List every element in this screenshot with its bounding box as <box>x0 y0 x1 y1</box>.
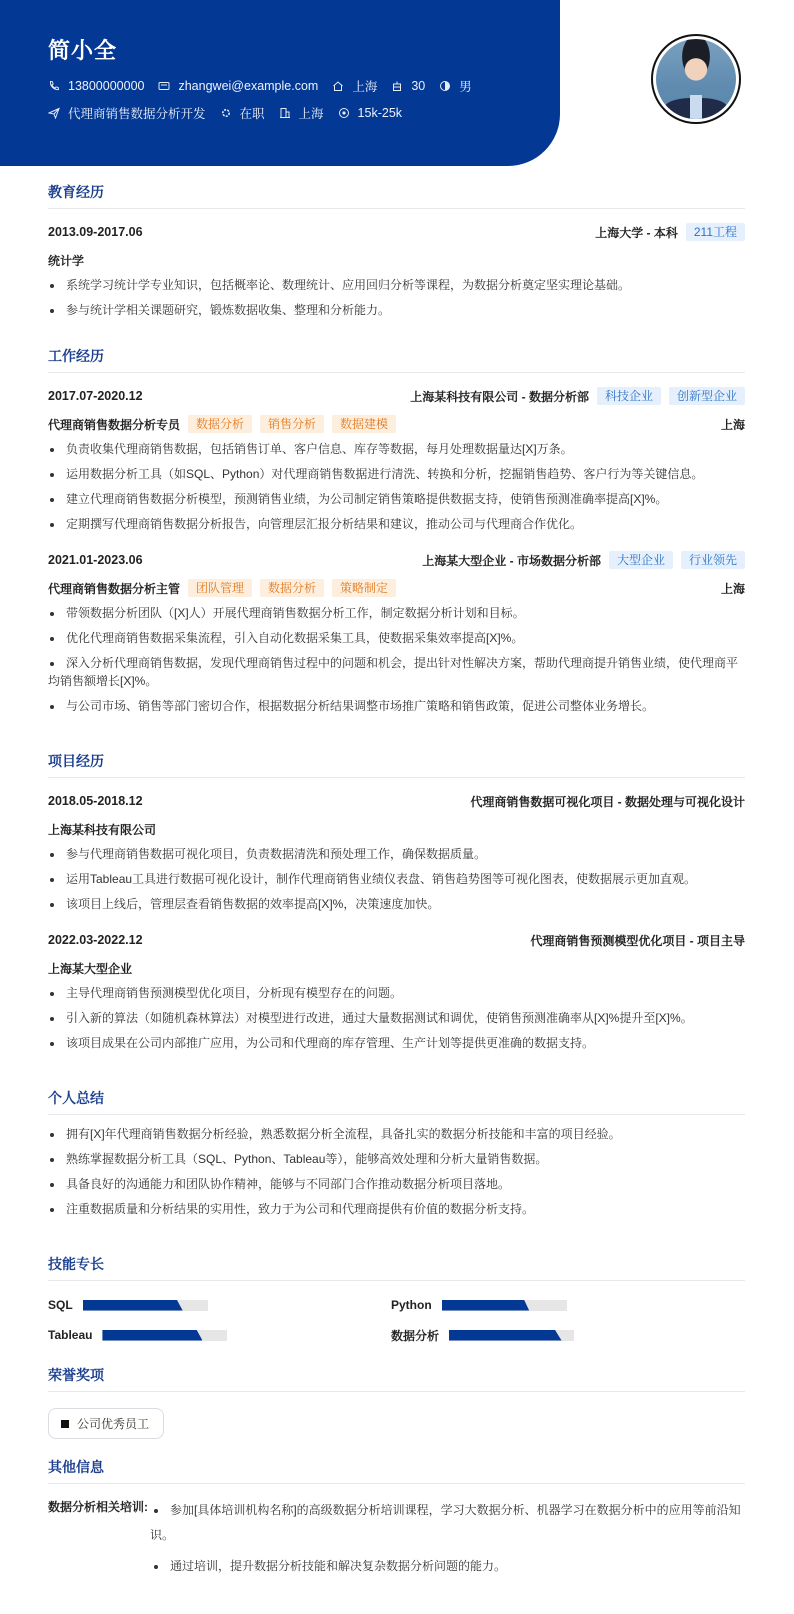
skill-bar <box>102 1330 227 1341</box>
list-item: 定期撰写代理商销售数据分析报告，向管理层汇报分析结果和建议，推动公司与代理商合作优化。 <box>48 515 745 533</box>
summary-bullets <box>48 1125 745 1218</box>
skill-tag: 数据分析 <box>188 415 252 433</box>
list-item: 该项目成果在公司内部推广应用，为公司和代理商的库存管理、生产计划等提供更准确的数据支持。 <box>48 1034 745 1052</box>
work-section <box>48 346 745 715</box>
entry-date: 2013.09-2017.06 <box>48 225 143 239</box>
age-text: 30 <box>411 79 426 93</box>
status-icon <box>220 107 232 119</box>
phone-item <box>48 79 144 93</box>
skill-name: 数据分析 <box>391 1328 440 1343</box>
list-item: 通过培训，提升数据分析技能和解决复杂数据分析问题的能力。 <box>150 1554 744 1579</box>
email-text: zhangwei@example.com <box>178 79 319 93</box>
entry-date: 2018.05-2018.12 <box>48 794 143 808</box>
training-bullets <box>150 1498 744 1579</box>
job-role: 代理商销售数据分析专员 <box>48 417 181 432</box>
list-item: 优化代理商销售数据采集流程，引入自动化数据采集工具，使数据采集效率提高[X]%。 <box>48 629 745 647</box>
company-name: 上海某大型企业 - 市场数据分析部 <box>422 553 601 568</box>
project-company-row <box>48 820 745 838</box>
skill-tag: 策略制定 <box>332 579 396 597</box>
skill-item <box>48 1327 391 1343</box>
gender-text: 男 <box>459 80 472 94</box>
training-row <box>48 1498 745 1579</box>
list-item: 运用数据分析工具（如SQL、Python）对代理商销售数据进行清洗、转换和分析，挖掘销售趋势、客户行为等关键信息。 <box>48 465 745 483</box>
skill-tag: 销售分析 <box>260 415 324 433</box>
resume-header <box>0 0 560 166</box>
role-row <box>48 415 745 433</box>
job-location: 上海 <box>720 581 745 596</box>
mail-icon <box>158 80 170 92</box>
section-title: 项目经历 <box>48 751 745 778</box>
company-tag: 科技企业 <box>597 387 661 405</box>
section-title: 技能专长 <box>48 1254 745 1281</box>
resume-body <box>48 182 745 1579</box>
list-item: 参与代理商销售数据可视化项目，负责数据清洗和预处理工作，确保数据质量。 <box>48 845 745 863</box>
target-city-item <box>279 104 324 122</box>
phone-text: 13800000000 <box>68 79 145 93</box>
age-icon <box>391 80 403 92</box>
skill-tag: 团队管理 <box>188 579 252 597</box>
entry-date: 2022.03-2022.12 <box>48 933 143 947</box>
entry-date: 2021.01-2023.06 <box>48 553 143 567</box>
other-section <box>48 1457 745 1579</box>
entry-date: 2017.07-2020.12 <box>48 389 143 403</box>
training-label: 数据分析相关培训: <box>48 1500 148 1514</box>
skill-bar <box>449 1330 574 1341</box>
skill-bar <box>83 1300 208 1311</box>
project-company: 上海某科技有限公司 <box>48 822 157 837</box>
target-job-item <box>48 104 206 122</box>
target-job-text: 代理商销售数据分析开发 <box>68 107 206 121</box>
skill-item <box>48 1297 391 1313</box>
project-company-row <box>48 959 745 977</box>
project-company: 上海某大型企业 <box>48 961 133 976</box>
education-section <box>48 182 745 319</box>
summary-section <box>48 1088 745 1218</box>
job-row <box>48 105 560 121</box>
salary-icon <box>338 107 350 119</box>
list-item: 建立代理商销售数据分析模型，预测销售业绩，为公司制定销售策略提供数据支持，使销售预测准确率提高[X]%。 <box>48 490 745 508</box>
skill-fill <box>102 1330 202 1341</box>
education-bullets <box>48 276 745 319</box>
avatar-photo <box>656 39 736 119</box>
award-label: 公司优秀员工 <box>77 1417 150 1431</box>
role-row <box>48 579 745 597</box>
skill-tag: 数据建模 <box>332 415 396 433</box>
home-text: 上海 <box>352 80 378 94</box>
send-icon <box>48 107 60 119</box>
list-item: 与公司市场、销售等部门密切合作，根据数据分析结果调整市场推广策略和销售政策，促进公司整体业务增长。 <box>48 697 745 715</box>
work-bullets <box>48 440 745 533</box>
age-item <box>391 79 425 93</box>
building-icon <box>279 107 291 119</box>
candidate-name: 简小全 <box>48 38 118 63</box>
list-item: 参与统计学相关课题研究，锻炼数据收集、整理和分析能力。 <box>48 301 745 319</box>
school-name: 上海大学 - 本科 <box>595 225 678 240</box>
list-item: 熟练掌握数据分析工具（SQL、Python、Tableau等），能够高效处理和分析大量销售数据。 <box>48 1150 745 1168</box>
company-tag: 行业领先 <box>681 551 745 569</box>
job-status-text: 在职 <box>239 107 265 121</box>
email-item <box>158 79 318 93</box>
company-tag: 大型企业 <box>609 551 673 569</box>
job-location: 上海 <box>720 417 745 432</box>
gender-icon <box>439 80 451 92</box>
target-city-text: 上海 <box>298 107 324 121</box>
skills-grid <box>48 1297 745 1343</box>
list-item: 主导代理商销售预测模型优化项目，分析现有模型存在的问题。 <box>48 984 745 1002</box>
skill-name: Tableau <box>48 1328 93 1342</box>
skill-tag: 数据分析 <box>260 579 324 597</box>
salary-text: 15k-25k <box>357 106 403 120</box>
education-entry-head <box>48 222 745 242</box>
job-status-item <box>220 104 265 122</box>
company-name: 上海某科技有限公司 - 数据分析部 <box>410 389 589 404</box>
school-tag: 211工程 <box>686 223 745 241</box>
major: 统计学 <box>48 253 85 268</box>
award-badge <box>48 1408 164 1439</box>
list-item: 负责收集代理商销售数据，包括销售订单、客户信息、库存等数据，每月处理数据量达[X]万条。 <box>48 440 745 458</box>
skill-fill <box>449 1330 562 1341</box>
skill-name: SQL <box>48 1298 73 1312</box>
home-icon <box>332 80 344 92</box>
list-item: 深入分析代理商销售数据，发现代理商销售过程中的问题和机会，提出针对性解决方案，帮助代理商提升销售业绩，使代理商平均销售额增长[X]%。 <box>48 654 745 690</box>
project-bullets <box>48 845 745 913</box>
skill-bar <box>442 1300 567 1311</box>
phone-icon <box>48 80 60 92</box>
skills-section <box>48 1254 745 1343</box>
work-bullets <box>48 604 745 715</box>
home-item <box>332 77 377 95</box>
project-bullets <box>48 984 745 1052</box>
list-item: 该项目上线后，管理层查看销售数据的效率提高[X]%，决策速度加快。 <box>48 895 745 913</box>
skill-item <box>391 1297 734 1313</box>
skill-fill <box>442 1300 530 1311</box>
awards-section <box>48 1365 745 1439</box>
section-title: 其他信息 <box>48 1457 745 1484</box>
work-entry-head <box>48 386 745 406</box>
list-item: 引入新的算法（如随机森林算法）对模型进行改进，通过大量数据测试和调优，使销售预测准确率从[X]%提升至[X]%。 <box>48 1009 745 1027</box>
project-entry-head <box>48 930 745 950</box>
project-name: 代理商销售数据可视化项目 - 数据处理与可视化设计 <box>470 794 745 809</box>
job-role: 代理商销售数据分析主管 <box>48 581 181 596</box>
work-entry-head <box>48 550 745 570</box>
salary-item <box>338 106 402 120</box>
contact-row <box>48 78 560 94</box>
gender-item <box>439 77 472 95</box>
project-name: 代理商销售预测模型优化项目 - 项目主导 <box>530 933 745 948</box>
list-item: 参加[具体培训机构名称]的高级数据分析培训课程，学习大数据分析、机器学习在数据分析中的应用等前沿知识。 <box>150 1498 744 1548</box>
avatar <box>651 34 741 124</box>
skill-fill <box>83 1300 183 1311</box>
list-item: 系统学习统计学专业知识，包括概率论、数理统计、应用回归分析等课程，为数据分析奠定坚实理论基础。 <box>48 276 745 294</box>
projects-section <box>48 751 745 1052</box>
list-item: 注重数据质量和分析结果的实用性，致力于为公司和代理商提供有价值的数据分析支持。 <box>48 1200 745 1218</box>
square-bullet-icon <box>61 1420 69 1428</box>
skill-name: Python <box>391 1298 432 1312</box>
list-item: 运用Tableau工具进行数据可视化设计，制作代理商销售业绩仪表盘、销售趋势图等可视化图表，使数据展示更加直观。 <box>48 870 745 888</box>
project-entry-head <box>48 791 745 811</box>
skill-item <box>391 1327 734 1343</box>
list-item: 拥有[X]年代理商销售数据分析经验，熟悉数据分析全流程，具备扎实的数据分析技能和丰富的项目经验。 <box>48 1125 745 1143</box>
section-title: 教育经历 <box>48 182 745 209</box>
list-item: 带领数据分析团队（[X]人）开展代理商销售数据分析工作，制定数据分析计划和目标。 <box>48 604 745 622</box>
company-tag: 创新型企业 <box>669 387 745 405</box>
section-title: 工作经历 <box>48 346 745 373</box>
section-title: 荣誉奖项 <box>48 1365 745 1392</box>
list-item: 具备良好的沟通能力和团队协作精神，能够与不同部门合作推动数据分析项目落地。 <box>48 1175 745 1193</box>
section-title: 个人总结 <box>48 1088 745 1115</box>
major-row <box>48 251 745 269</box>
